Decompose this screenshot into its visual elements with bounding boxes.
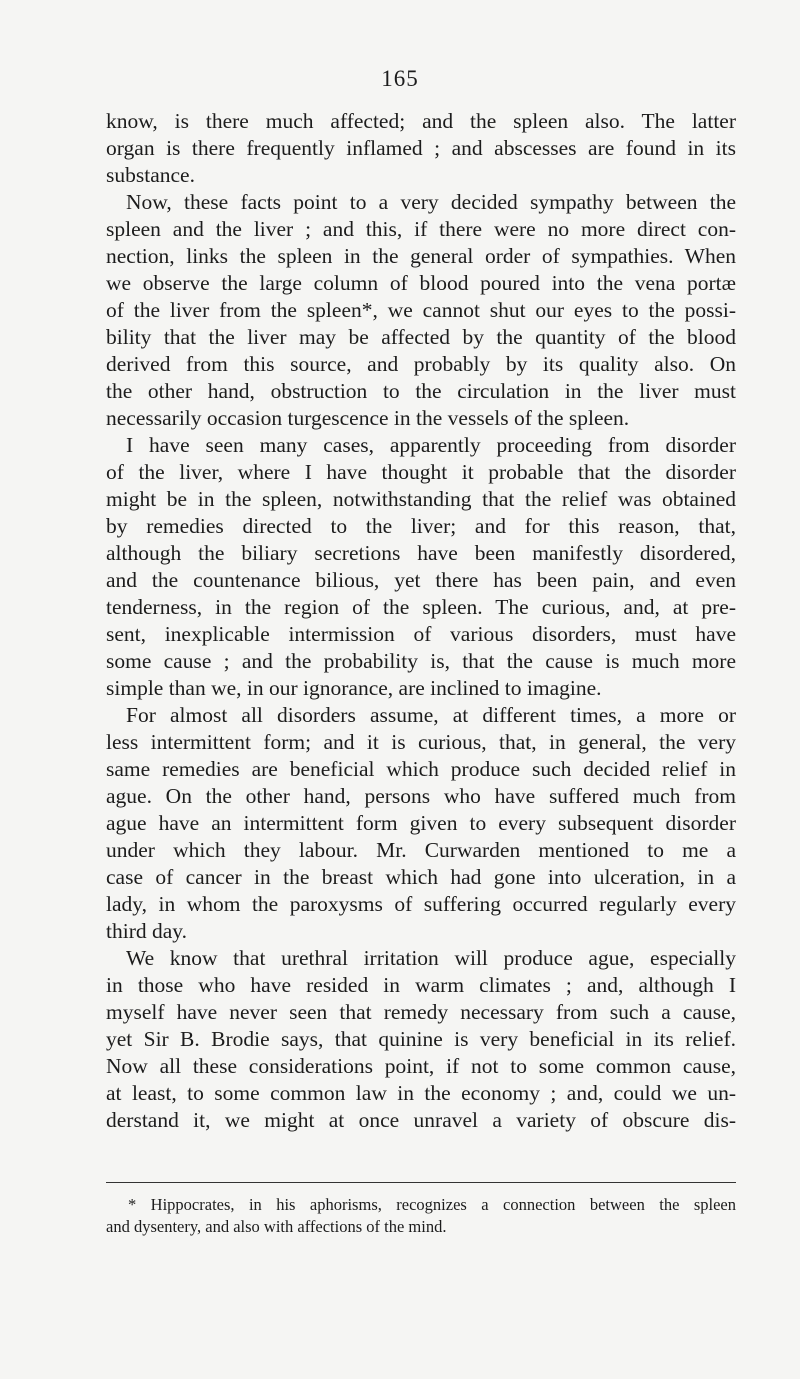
text-line: the other hand, obstruction to the circulation in the liver must (106, 379, 736, 403)
text-line: myself have never seen that remedy necessary from such a cause, (106, 1000, 736, 1024)
text-line: bility that the liver may be affected by the quantity of the blood (106, 325, 736, 349)
paragraph-start-line: Now, these facts point to a very decided sympathy between the (126, 190, 736, 214)
text-line: of the liver, where I have thought it probable that the disorder (106, 460, 736, 484)
text-line: yet Sir B. Brodie says, that quinine is very beneficial in its relief. (106, 1027, 736, 1051)
paragraph-start-line: I have seen many cases, apparently proceeding from disorder (126, 433, 736, 457)
footnote-line: and dysentery, and also with affections of the mind. (106, 1217, 447, 1236)
footnote (106, 1194, 736, 1238)
text-line: substance. (106, 163, 195, 187)
text-line: might be in the spleen, notwithstanding that the relief was obtained (106, 487, 736, 511)
text-line: third day. (106, 919, 188, 943)
text-line: under which they labour. Mr. Curwarden mentioned to me a (106, 838, 736, 862)
text-line: necessarily occasion turgescence in the vessels of the spleen. (106, 406, 630, 430)
text-line: nection, links the spleen in the general order of sympathies. When (106, 244, 736, 268)
text-line: less intermittent form; and it is curious, that, in general, the very (106, 730, 736, 754)
footnote-line: * Hippocrates, in his aphorisms, recognizes a connection between the spleen (128, 1195, 736, 1214)
text-line: derstand it, we might at once unravel a variety of obscure dis- (106, 1108, 736, 1132)
text-line: Now all these considerations point, if not to some common cause, (106, 1054, 736, 1078)
text-line: in those who have resided in warm climates ; and, although I (106, 973, 736, 997)
text-line: organ is there frequently inflamed ; and abscesses are found in its (106, 136, 736, 160)
text-line: same remedies are beneficial which produce such decided relief in (106, 757, 736, 781)
text-line: at least, to some common law in the economy ; and, could we un- (106, 1081, 736, 1105)
text-line: ague. On the other hand, persons who have suffered much from (106, 784, 736, 808)
text-line: we observe the large column of blood poured into the vena portæ (106, 271, 736, 295)
text-line: ague have an intermittent form given to every subsequent disorder (106, 811, 736, 835)
body-text (106, 108, 736, 1134)
text-line: spleen and the liver ; and this, if there were no more direct con- (106, 217, 736, 241)
text-line: of the liver from the spleen*, we cannot shut our eyes to the possi- (106, 298, 736, 322)
text-line: and the countenance bilious, yet there has been pain, and even (106, 568, 736, 592)
text-line: simple than we, in our ignorance, are inclined to imagine. (106, 676, 602, 700)
paragraph-start-line: For almost all disorders assume, at different times, a more or (126, 703, 736, 727)
text-line: lady, in whom the paroxysms of suffering occurred regularly every (106, 892, 736, 916)
text-line: case of cancer in the breast which had gone into ulceration, in a (106, 865, 736, 889)
text-line: although the biliary secretions have been manifestly disordered, (106, 541, 736, 565)
text-line: some cause ; and the probability is, that the cause is much more (106, 649, 736, 673)
paragraph-start-line: We know that urethral irritation will produce ague, especially (126, 946, 736, 970)
text-line: by remedies directed to the liver; and for this reason, that, (106, 514, 736, 538)
text-line: derived from this source, and probably by its quality also. On (106, 352, 736, 376)
footnote-divider (106, 1182, 736, 1183)
text-line: tenderness, in the region of the spleen. The curious, and, at pre- (106, 595, 736, 619)
text-line: sent, inexplicable intermission of various disorders, must have (106, 622, 736, 646)
text-line: know, is there much affected; and the spleen also. The latter (106, 109, 736, 133)
page-number: 165 (381, 66, 419, 91)
